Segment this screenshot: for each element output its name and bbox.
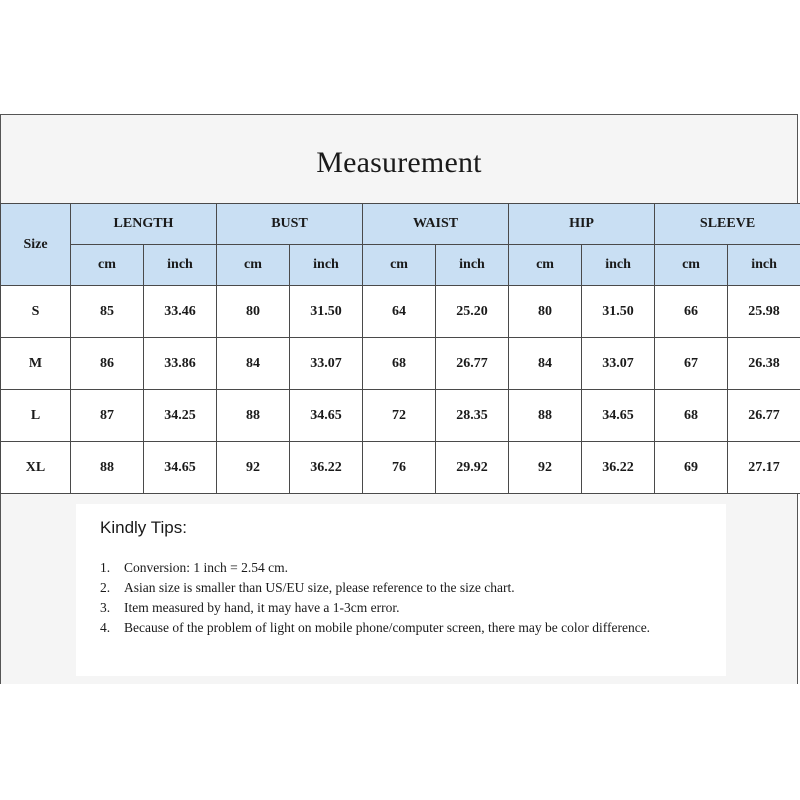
- size-cell: S: [1, 286, 71, 338]
- table-cell: 25.20: [436, 286, 509, 338]
- tip-item: [100, 618, 700, 638]
- table-cell: 29.92: [436, 442, 509, 494]
- size-column-header: Size: [1, 204, 71, 286]
- tip-item: [100, 578, 700, 598]
- table-cell: 64: [363, 286, 436, 338]
- table-cell: 76: [363, 442, 436, 494]
- unit-header: inch: [582, 245, 655, 286]
- tip-text: Asian size is smaller than US/EU size, please reference to the size chart.: [124, 580, 515, 595]
- group-header-length: LENGTH: [71, 204, 217, 245]
- table-cell: 26.38: [728, 338, 800, 390]
- unit-header: inch: [436, 245, 509, 286]
- tip-text: Item measured by hand, it may have a 1-3cm error.: [124, 600, 400, 615]
- table-cell: 33.86: [144, 338, 217, 390]
- table-cell: 92: [217, 442, 290, 494]
- table-cell: 72: [363, 390, 436, 442]
- tips-area: [1, 495, 797, 684]
- table-row: [1, 338, 800, 390]
- table-cell: 33.46: [144, 286, 217, 338]
- table-cell: 68: [363, 338, 436, 390]
- tips-box: [76, 504, 726, 676]
- unit-header: inch: [290, 245, 363, 286]
- table-cell: 80: [217, 286, 290, 338]
- table-cell: 88: [71, 442, 144, 494]
- table-cell: 31.50: [290, 286, 363, 338]
- page-title: Measurement: [316, 145, 482, 179]
- tip-item: [100, 558, 700, 578]
- table-cell: 31.50: [582, 286, 655, 338]
- table-cell: 33.07: [290, 338, 363, 390]
- table-cell: 86: [71, 338, 144, 390]
- table-cell: 68: [655, 390, 728, 442]
- group-header-sleeve: SLEEVE: [655, 204, 800, 245]
- table-row: [1, 390, 800, 442]
- table-cell: 34.25: [144, 390, 217, 442]
- table-cell: 66: [655, 286, 728, 338]
- group-header-row: [1, 204, 800, 245]
- unit-header: inch: [728, 245, 800, 286]
- title-band: [1, 115, 797, 204]
- tip-text: Conversion: 1 inch = 2.54 cm.: [124, 560, 288, 575]
- group-header-bust: BUST: [217, 204, 363, 245]
- table-cell: 34.65: [582, 390, 655, 442]
- tip-number: 4.: [100, 620, 111, 635]
- tips-list: [100, 558, 700, 638]
- table-row: [1, 286, 800, 338]
- measurement-panel: [0, 114, 798, 684]
- table-cell: 25.98: [728, 286, 800, 338]
- unit-header: cm: [71, 245, 144, 286]
- table-cell: 36.22: [582, 442, 655, 494]
- group-header-hip: HIP: [509, 204, 655, 245]
- table-cell: 26.77: [728, 390, 800, 442]
- size-cell: XL: [1, 442, 71, 494]
- table-cell: 84: [217, 338, 290, 390]
- table-cell: 87: [71, 390, 144, 442]
- table-cell: 85: [71, 286, 144, 338]
- table-row: [1, 442, 800, 494]
- size-chart-table: [0, 203, 800, 494]
- table-cell: 28.35: [436, 390, 509, 442]
- unit-header-row: [1, 245, 800, 286]
- table-cell: 88: [509, 390, 582, 442]
- tips-title: Kindly Tips:: [100, 518, 187, 537]
- table-cell: 92: [509, 442, 582, 494]
- unit-header: inch: [144, 245, 217, 286]
- table-cell: 34.65: [290, 390, 363, 442]
- tip-item: [100, 598, 700, 618]
- tip-text: Because of the problem of light on mobile phone/computer screen, there may be color difference.: [124, 620, 651, 635]
- tip-number: 2.: [100, 580, 111, 595]
- table-cell: 26.77: [436, 338, 509, 390]
- table-cell: 36.22: [290, 442, 363, 494]
- table-cell: 69: [655, 442, 728, 494]
- tip-number: 3.: [100, 600, 111, 615]
- tip-number: 1.: [100, 560, 111, 575]
- table-cell: 67: [655, 338, 728, 390]
- unit-header: cm: [217, 245, 290, 286]
- table-cell: 88: [217, 390, 290, 442]
- table-cell: 33.07: [582, 338, 655, 390]
- size-cell: L: [1, 390, 71, 442]
- unit-header: cm: [655, 245, 728, 286]
- table-cell: 34.65: [144, 442, 217, 494]
- table-cell: 27.17: [728, 442, 800, 494]
- unit-header: cm: [363, 245, 436, 286]
- group-header-waist: WAIST: [363, 204, 509, 245]
- table-cell: 80: [509, 286, 582, 338]
- table-cell: 84: [509, 338, 582, 390]
- unit-header: cm: [509, 245, 582, 286]
- size-cell: M: [1, 338, 71, 390]
